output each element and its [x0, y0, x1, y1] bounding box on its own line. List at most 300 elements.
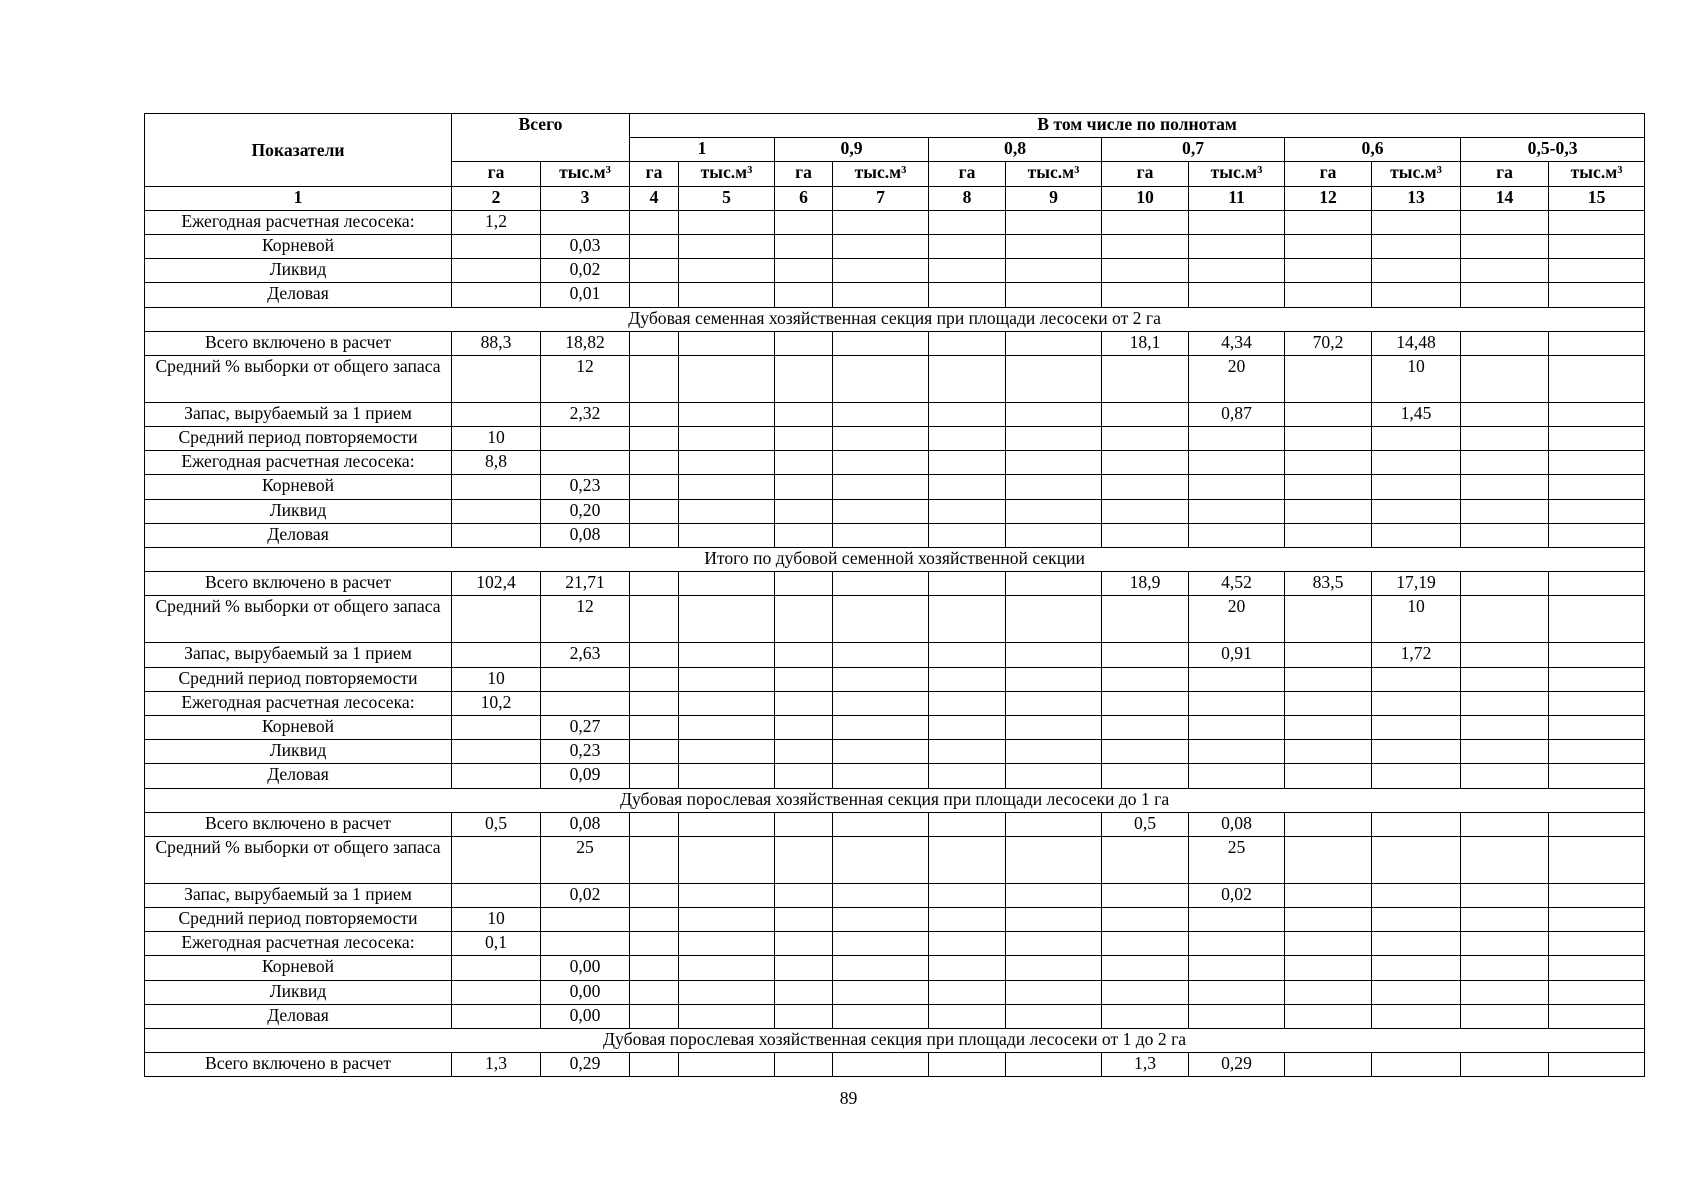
table-cell: [1372, 956, 1461, 980]
table-cell: [1549, 283, 1645, 307]
table-cell: [452, 596, 541, 643]
column-number: 4: [630, 186, 679, 210]
table-cell: 10: [452, 908, 541, 932]
table-cell: [630, 1004, 679, 1028]
table-cell: [630, 764, 679, 788]
table-cell: [452, 883, 541, 907]
table-cell: [1285, 715, 1372, 739]
table-cell: [1549, 331, 1645, 355]
table-cell: [1549, 210, 1645, 234]
table-cell: 0,02: [1189, 883, 1285, 907]
table-cell: [1006, 596, 1102, 643]
table-cell: [1461, 234, 1549, 258]
table-cell: [452, 402, 541, 426]
table-row: [145, 596, 1645, 643]
table-cell: [1102, 836, 1189, 883]
table-cell: [833, 451, 929, 475]
table-cell: [1102, 691, 1189, 715]
table-cell: [833, 643, 929, 667]
table-row: [145, 836, 1645, 883]
table-cell: [775, 523, 833, 547]
column-number: 6: [775, 186, 833, 210]
table-cell: [1461, 451, 1549, 475]
table-cell: [1006, 764, 1102, 788]
table-cell: [1372, 259, 1461, 283]
table-cell: [929, 740, 1006, 764]
table-cell: [775, 812, 833, 836]
table-cell: [452, 475, 541, 499]
table-cell: [1372, 475, 1461, 499]
header-unit-volume: тыс.м³: [679, 162, 775, 186]
table-cell: [1461, 883, 1549, 907]
row-label: Запас, вырубаемый за 1 прием: [145, 643, 452, 667]
row-label: Ликвид: [145, 259, 452, 283]
table-cell: [1285, 836, 1372, 883]
table-cell: 0,02: [541, 883, 630, 907]
table-cell: [1549, 908, 1645, 932]
column-number: 12: [1285, 186, 1372, 210]
table-cell: [630, 451, 679, 475]
table-cell: [833, 764, 929, 788]
row-label: Корневой: [145, 956, 452, 980]
table-cell: [1102, 499, 1189, 523]
table-cell: [929, 475, 1006, 499]
row-label: Ликвид: [145, 980, 452, 1004]
table-cell: 0,00: [541, 956, 630, 980]
table-row: [145, 764, 1645, 788]
table-cell: [1102, 451, 1189, 475]
table-cell: [833, 331, 929, 355]
table-cell: 2,63: [541, 643, 630, 667]
table-cell: [630, 499, 679, 523]
table-cell: [833, 1004, 929, 1028]
table-cell: [929, 980, 1006, 1004]
table-cell: [1372, 234, 1461, 258]
table-cell: [929, 259, 1006, 283]
header-unit-ha: га: [1285, 162, 1372, 186]
row-label: Всего включено в расчет: [145, 1053, 452, 1077]
column-number: 8: [929, 186, 1006, 210]
table-cell: [1189, 980, 1285, 1004]
table-cell: [630, 883, 679, 907]
table-cell: [630, 691, 679, 715]
table-cell: 0,27: [541, 715, 630, 739]
table-cell: [630, 956, 679, 980]
table-cell: [1461, 643, 1549, 667]
table-cell: [1006, 715, 1102, 739]
table-row: [145, 402, 1645, 426]
table-cell: [929, 451, 1006, 475]
table-cell: [1102, 234, 1189, 258]
table-cell: [1549, 499, 1645, 523]
row-label: Ежегодная расчетная лесосека:: [145, 691, 452, 715]
table-cell: [1461, 427, 1549, 451]
header-by-density: В том числе по полнотам: [630, 114, 1645, 138]
section-title: Дубовая семенная хозяйственная секция при площади лесосеки от 2 га: [145, 307, 1645, 331]
table-cell: [1006, 402, 1102, 426]
table-cell: [630, 643, 679, 667]
header-unit-volume: тыс.м³: [1189, 162, 1285, 186]
table-cell: [1285, 908, 1372, 932]
table-cell: [630, 523, 679, 547]
table-cell: 18,1: [1102, 331, 1189, 355]
table-cell: [1549, 764, 1645, 788]
table-cell: [679, 956, 775, 980]
table-cell: [775, 331, 833, 355]
table-cell: [929, 691, 1006, 715]
table-cell: [833, 427, 929, 451]
table-cell: [1461, 210, 1549, 234]
table-cell: [679, 475, 775, 499]
table-cell: [1006, 499, 1102, 523]
header-total: Всего: [452, 114, 630, 162]
table-cell: 12: [541, 355, 630, 402]
section-row: [145, 548, 1645, 572]
table-row: [145, 715, 1645, 739]
table-cell: [833, 572, 929, 596]
column-number: 1: [145, 186, 452, 210]
table-cell: 0,29: [541, 1053, 630, 1077]
section-row: [145, 788, 1645, 812]
table-cell: [1102, 980, 1189, 1004]
table-cell: 70,2: [1285, 331, 1372, 355]
table-cell: [452, 764, 541, 788]
table-cell: [1189, 764, 1285, 788]
table-cell: 102,4: [452, 572, 541, 596]
header-unit-volume: тыс.м³: [1006, 162, 1102, 186]
table-row: [145, 883, 1645, 907]
table-cell: [679, 427, 775, 451]
table-cell: [1102, 402, 1189, 426]
table-cell: [630, 234, 679, 258]
table-row: [145, 812, 1645, 836]
table-cell: [1285, 1004, 1372, 1028]
table-cell: [1189, 234, 1285, 258]
column-number: 7: [833, 186, 929, 210]
table-cell: [1189, 475, 1285, 499]
table-cell: [1461, 402, 1549, 426]
table-cell: 10: [452, 667, 541, 691]
table-row: [145, 355, 1645, 402]
table-cell: [1461, 932, 1549, 956]
table-cell: 0,20: [541, 499, 630, 523]
harvest-table: [144, 113, 1645, 1077]
table-cell: [679, 283, 775, 307]
table-cell: [1006, 812, 1102, 836]
table-row: [145, 283, 1645, 307]
row-label: Ликвид: [145, 499, 452, 523]
table-cell: [1372, 283, 1461, 307]
table-cell: [929, 355, 1006, 402]
table-cell: [1461, 740, 1549, 764]
table-cell: [1102, 932, 1189, 956]
table-cell: [833, 402, 929, 426]
table-cell: [775, 715, 833, 739]
table-row: [145, 908, 1645, 932]
table-cell: [1372, 740, 1461, 764]
table-cell: [1006, 355, 1102, 402]
row-label: Деловая: [145, 764, 452, 788]
table-cell: [929, 427, 1006, 451]
table-cell: [1006, 1053, 1102, 1077]
table-cell: [1461, 596, 1549, 643]
table-cell: 83,5: [1285, 572, 1372, 596]
table-cell: [833, 812, 929, 836]
table-cell: [1006, 956, 1102, 980]
table-cell: [630, 210, 679, 234]
header-density: 0,5-0,3: [1461, 138, 1645, 162]
table-cell: [679, 1053, 775, 1077]
table-cell: [679, 643, 775, 667]
table-cell: [1006, 475, 1102, 499]
table-cell: [775, 740, 833, 764]
table-cell: [1285, 883, 1372, 907]
table-cell: [679, 402, 775, 426]
table-cell: [833, 499, 929, 523]
table-cell: [929, 234, 1006, 258]
row-label: Деловая: [145, 523, 452, 547]
table-cell: [1549, 523, 1645, 547]
table-cell: [1372, 932, 1461, 956]
table-cell: [1189, 908, 1285, 932]
table-cell: [452, 643, 541, 667]
table-cell: 0,5: [452, 812, 541, 836]
table-cell: [833, 523, 929, 547]
table-cell: 12: [541, 596, 630, 643]
table-cell: [1102, 883, 1189, 907]
table-cell: [630, 402, 679, 426]
table-cell: [679, 331, 775, 355]
row-label: Ежегодная расчетная лесосека:: [145, 451, 452, 475]
table-cell: [1549, 812, 1645, 836]
row-label: Средний период повторяемости: [145, 427, 452, 451]
table-cell: [630, 980, 679, 1004]
row-label: Ежегодная расчетная лесосека:: [145, 210, 452, 234]
table-cell: [1006, 980, 1102, 1004]
table-cell: [1549, 980, 1645, 1004]
table-row: [145, 427, 1645, 451]
table-cell: [1285, 980, 1372, 1004]
table-cell: [452, 980, 541, 1004]
table-cell: [1461, 283, 1549, 307]
section-title: Дубовая порослевая хозяйственная секция при площади лесосеки от 1 до 2 га: [145, 1029, 1645, 1053]
table-cell: [1372, 427, 1461, 451]
table-cell: [775, 234, 833, 258]
table-cell: [1461, 667, 1549, 691]
row-label: Всего включено в расчет: [145, 331, 452, 355]
table-cell: [452, 355, 541, 402]
table-cell: [929, 956, 1006, 980]
row-label: Средний % выборки от общего запаса: [145, 836, 452, 883]
table-cell: 0,29: [1189, 1053, 1285, 1077]
table-row: [145, 643, 1645, 667]
column-number: 14: [1461, 186, 1549, 210]
table-cell: [1461, 812, 1549, 836]
table-cell: [833, 980, 929, 1004]
table-cell: 0,23: [541, 475, 630, 499]
table-cell: [1461, 355, 1549, 402]
table-row: [145, 691, 1645, 715]
row-label: Ежегодная расчетная лесосека:: [145, 932, 452, 956]
table-cell: [630, 283, 679, 307]
header-unit-volume: тыс.м³: [541, 162, 630, 186]
header-unit-ha: га: [452, 162, 541, 186]
row-label: Запас, вырубаемый за 1 прием: [145, 883, 452, 907]
table-cell: [630, 259, 679, 283]
table-cell: 0,08: [1189, 812, 1285, 836]
table-cell: [1372, 1053, 1461, 1077]
table-cell: [1285, 259, 1372, 283]
table-cell: 25: [541, 836, 630, 883]
row-label: Корневой: [145, 234, 452, 258]
table-cell: [1549, 956, 1645, 980]
table-cell: [1549, 643, 1645, 667]
table-cell: [1006, 667, 1102, 691]
table-cell: [1285, 643, 1372, 667]
table-cell: [452, 259, 541, 283]
table-row: [145, 932, 1645, 956]
table-cell: [1102, 210, 1189, 234]
table-row: [145, 1053, 1645, 1077]
table-cell: [929, 836, 1006, 883]
table-row: [145, 499, 1645, 523]
table-cell: [1549, 427, 1645, 451]
table-cell: [679, 980, 775, 1004]
table-cell: [1006, 451, 1102, 475]
table-cell: [833, 836, 929, 883]
table-cell: 18,82: [541, 331, 630, 355]
table-cell: [775, 402, 833, 426]
table-cell: [929, 210, 1006, 234]
table-cell: [929, 764, 1006, 788]
column-number: 11: [1189, 186, 1285, 210]
table-cell: 0,01: [541, 283, 630, 307]
table-cell: 0,08: [541, 812, 630, 836]
table-cell: [1189, 715, 1285, 739]
table-cell: [1372, 980, 1461, 1004]
table-cell: [541, 932, 630, 956]
table-cell: [630, 932, 679, 956]
table-cell: [929, 667, 1006, 691]
table-cell: [630, 812, 679, 836]
table-cell: [1372, 1004, 1461, 1028]
table-cell: [1372, 499, 1461, 523]
table-cell: [1189, 451, 1285, 475]
table-cell: [1461, 572, 1549, 596]
table-cell: [1461, 259, 1549, 283]
table-cell: [679, 667, 775, 691]
table-cell: [1549, 355, 1645, 402]
table-row: [145, 234, 1645, 258]
table-cell: [1372, 667, 1461, 691]
table-cell: [775, 210, 833, 234]
table-cell: 8,8: [452, 451, 541, 475]
table-cell: [1372, 210, 1461, 234]
table-row: [145, 980, 1645, 1004]
table-cell: [1285, 596, 1372, 643]
column-number: 5: [679, 186, 775, 210]
table-cell: [1549, 402, 1645, 426]
table-cell: [929, 908, 1006, 932]
table-cell: [1189, 523, 1285, 547]
table-cell: [775, 980, 833, 1004]
table-cell: [452, 1004, 541, 1028]
table-cell: [833, 355, 929, 402]
table-cell: [630, 427, 679, 451]
table-cell: [929, 643, 1006, 667]
table-cell: [1006, 908, 1102, 932]
table-cell: [1285, 210, 1372, 234]
row-label: Средний % выборки от общего запаса: [145, 596, 452, 643]
table-cell: 17,19: [1372, 572, 1461, 596]
column-number: 10: [1102, 186, 1189, 210]
table-cell: [1006, 572, 1102, 596]
row-label: Деловая: [145, 1004, 452, 1028]
table-cell: 10,2: [452, 691, 541, 715]
table-cell: [833, 667, 929, 691]
header-unit-ha: га: [1461, 162, 1549, 186]
table-cell: [1549, 572, 1645, 596]
table-row: [145, 331, 1645, 355]
table-cell: [1285, 523, 1372, 547]
table-cell: [452, 956, 541, 980]
row-label: Ликвид: [145, 740, 452, 764]
table-cell: [833, 883, 929, 907]
table-row: [145, 956, 1645, 980]
table-cell: [1549, 451, 1645, 475]
table-cell: [1102, 908, 1189, 932]
table-cell: [452, 836, 541, 883]
table-cell: [630, 572, 679, 596]
table-cell: [1285, 355, 1372, 402]
table-cell: [679, 764, 775, 788]
table-cell: [775, 643, 833, 667]
table-cell: [452, 283, 541, 307]
table-cell: [1549, 836, 1645, 883]
table-cell: [452, 234, 541, 258]
table-cell: [929, 812, 1006, 836]
table-cell: [1102, 427, 1189, 451]
table-cell: [833, 596, 929, 643]
table-cell: 4,52: [1189, 572, 1285, 596]
table-cell: [775, 956, 833, 980]
table-cell: [833, 715, 929, 739]
table-cell: 0,87: [1189, 402, 1285, 426]
table-cell: [1102, 715, 1189, 739]
table-cell: [1006, 234, 1102, 258]
table-cell: [1102, 283, 1189, 307]
table-cell: 1,45: [1372, 402, 1461, 426]
table-cell: [1006, 259, 1102, 283]
table-cell: [775, 596, 833, 643]
table-cell: [541, 908, 630, 932]
header-density: 1: [630, 138, 775, 162]
section-title: Дубовая порослевая хозяйственная секция при площади лесосеки до 1 га: [145, 788, 1645, 812]
table-cell: [1461, 764, 1549, 788]
table-cell: [775, 259, 833, 283]
table-cell: [1461, 715, 1549, 739]
table-cell: [775, 475, 833, 499]
table-cell: [1461, 475, 1549, 499]
header-indicators: Показатели: [145, 114, 452, 187]
column-number-row: [145, 186, 1645, 210]
table-cell: [1189, 283, 1285, 307]
table-cell: [1285, 427, 1372, 451]
table-cell: 0,09: [541, 764, 630, 788]
table-cell: [1006, 691, 1102, 715]
table-cell: [679, 259, 775, 283]
table-cell: [775, 764, 833, 788]
